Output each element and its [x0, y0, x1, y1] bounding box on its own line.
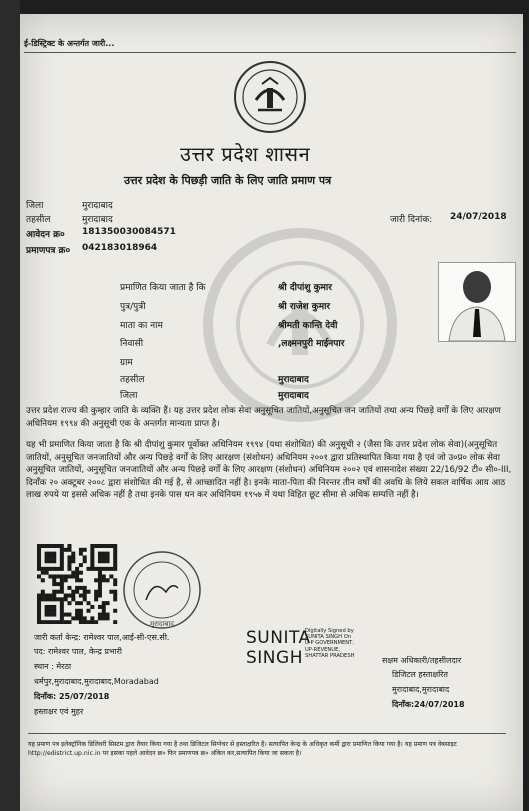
- qr-module: [52, 552, 56, 556]
- certify-label: प्रमाणित किया जाता है कि: [120, 283, 206, 293]
- qr-module: [102, 567, 106, 571]
- document-subtitle: उत्तर प्रदेश के पिछड़ी जाति के लिए जाति प्रमाण पत्र: [124, 174, 332, 187]
- qr-module: [48, 605, 52, 609]
- issuer-address: धर्मपुर,मुरादाबाद,मुरादाबाद,Moradabad: [34, 677, 159, 686]
- qr-module: [71, 552, 75, 556]
- qr-module: [48, 609, 52, 613]
- sig-detail: SHATTAR PRADESH: [305, 652, 355, 659]
- qr-module: [56, 574, 60, 578]
- qr-module: [79, 578, 83, 582]
- qr-module: [41, 571, 45, 575]
- qr-module: [90, 555, 94, 559]
- qr-module: [48, 597, 52, 601]
- father-name: श्री राजेश कुमार: [278, 302, 331, 312]
- qr-module: [102, 555, 106, 559]
- person-tehsil-label: तहसील: [120, 375, 145, 385]
- qr-module: [60, 555, 64, 559]
- qr-module: [52, 620, 56, 624]
- authority-date: दिनाँक:24/07/2018: [392, 700, 465, 709]
- qr-module: [113, 548, 117, 552]
- qr-module: [67, 548, 71, 552]
- qr-module: [60, 590, 64, 594]
- qr-module: [94, 578, 98, 582]
- qr-module: [106, 559, 110, 563]
- district-label: जिला: [26, 201, 44, 211]
- qr-module: [75, 601, 79, 605]
- qr-module: [52, 613, 56, 617]
- qr-module: [106, 601, 110, 605]
- signature-details: [305, 628, 355, 659]
- qr-module: [83, 616, 87, 620]
- qr-code: [34, 544, 120, 624]
- qr-module: [94, 567, 98, 571]
- qr-module: [109, 574, 113, 578]
- qr-module: [87, 620, 91, 624]
- qr-module: [56, 544, 60, 548]
- qr-module: [102, 605, 106, 609]
- qr-module: [98, 613, 102, 617]
- qr-module: [67, 567, 71, 571]
- qr-module: [41, 590, 45, 594]
- qr-module: [67, 594, 71, 598]
- qr-module: [64, 578, 68, 582]
- qr-module: [37, 594, 41, 598]
- qr-module: [52, 567, 56, 571]
- qr-module: [75, 609, 79, 613]
- qr-module: [75, 586, 79, 590]
- qr-module: [37, 605, 41, 609]
- qr-module: [67, 613, 71, 617]
- authority-title: सक्षम अधिकारी/तहसीलदार: [382, 656, 462, 665]
- signer-last-name: SINGH: [246, 648, 303, 668]
- qr-module: [45, 567, 49, 571]
- qr-module: [67, 574, 71, 578]
- qr-module: [37, 548, 41, 552]
- qr-module: [87, 567, 91, 571]
- qr-module: [71, 594, 75, 598]
- qr-module: [60, 620, 64, 624]
- qr-module: [106, 555, 110, 559]
- qr-module: [75, 616, 79, 620]
- qr-module: [102, 544, 106, 548]
- qr-module: [60, 586, 64, 590]
- qr-module: [102, 616, 106, 620]
- qr-module: [79, 609, 83, 613]
- qr-module: [102, 552, 106, 556]
- qr-module: [106, 578, 110, 582]
- qr-module: [37, 613, 41, 617]
- applicant-photo: [438, 262, 516, 342]
- qr-module: [71, 616, 75, 620]
- qr-module: [94, 594, 98, 598]
- qr-module: [45, 555, 49, 559]
- qr-module: [52, 594, 56, 598]
- authority-place: मुरादाबाद,मुरादाबाद: [392, 685, 450, 694]
- qr-module: [102, 559, 106, 563]
- person-district-label: जिला: [120, 391, 138, 401]
- digital-signature: [246, 628, 311, 668]
- qr-module: [37, 552, 41, 556]
- qr-module: [60, 605, 64, 609]
- qr-module: [37, 609, 41, 613]
- mother-label: माता का नाम: [120, 321, 163, 331]
- resident-value: ,लक्ष्मनपुरी माईनपार: [278, 339, 345, 349]
- qr-module: [87, 590, 91, 594]
- issuer-signature-label: हस्ताक्षर एवं मुहर: [34, 707, 84, 716]
- person-name: श्री दीपांशु कुमार: [278, 283, 332, 293]
- qr-module: [67, 559, 71, 563]
- qr-module: [48, 613, 52, 617]
- qr-module: [98, 552, 102, 556]
- qr-module: [67, 555, 71, 559]
- qr-module: [60, 548, 64, 552]
- qr-module: [67, 586, 71, 590]
- qr-module: [113, 594, 117, 598]
- qr-module: [90, 616, 94, 620]
- qr-module: [45, 620, 49, 624]
- qr-module: [113, 544, 117, 548]
- qr-module: [113, 578, 117, 582]
- qr-module: [98, 586, 102, 590]
- qr-module: [52, 544, 56, 548]
- application-value: 181350030084571: [82, 227, 176, 237]
- issue-date-label: जारी दिनांक:: [390, 215, 433, 225]
- issue-date-value: 24/07/2018: [450, 212, 507, 222]
- qr-module: [56, 620, 60, 624]
- qr-module: [64, 574, 68, 578]
- village-label: ग्राम: [120, 358, 133, 368]
- qr-module: [98, 559, 102, 563]
- qr-module: [71, 555, 75, 559]
- qr-module: [37, 601, 41, 605]
- qr-module: [94, 597, 98, 601]
- qr-module: [75, 567, 79, 571]
- qr-module: [60, 563, 64, 567]
- qr-module: [113, 563, 117, 567]
- qr-module: [98, 605, 102, 609]
- relation-label: पुत्र/पुत्री: [120, 302, 146, 312]
- qr-module: [113, 582, 117, 586]
- qr-module: [102, 574, 106, 578]
- qr-module: [98, 582, 102, 586]
- qr-module: [102, 578, 106, 582]
- qr-module: [45, 609, 49, 613]
- issuer-date: दिनाँक: 25/07/2018: [34, 692, 110, 701]
- qr-module: [113, 597, 117, 601]
- qr-module: [45, 544, 49, 548]
- qr-module: [98, 555, 102, 559]
- qr-module: [52, 555, 56, 559]
- qr-module: [90, 620, 94, 624]
- qr-module: [79, 616, 83, 620]
- qr-module: [60, 559, 64, 563]
- qr-module: [79, 601, 83, 605]
- certificate-label: प्रमाणपत्र क्र०: [26, 246, 71, 256]
- qr-module: [60, 609, 64, 613]
- qr-module: [67, 620, 71, 624]
- qr-module: [83, 590, 87, 594]
- qr-module: [60, 574, 64, 578]
- qr-module: [45, 552, 49, 556]
- qr-module: [60, 567, 64, 571]
- qr-module: [45, 571, 49, 575]
- signer-first-name: SUNITA: [246, 628, 311, 648]
- qr-module: [106, 613, 110, 617]
- qr-module: [37, 616, 41, 620]
- qr-module: [48, 574, 52, 578]
- qr-module: [52, 559, 56, 563]
- qr-module: [98, 578, 102, 582]
- stamp-text: मुरादाबाद: [150, 620, 174, 628]
- person-silhouette-icon: [439, 263, 515, 341]
- qr-module: [102, 609, 106, 613]
- document-title: उत्तर प्रदेश शासन: [180, 142, 311, 166]
- qr-module: [98, 544, 102, 548]
- footer-note: यह प्रमाण पत्र इलेक्ट्रॉनिक डिलिवरी सिस्टम द्वारा तैयार किया गया है तथा डिजिटल सिग्नेचर से हस्ताक्षरित है। सत्यापित केन्द्र के अधिकृत कर्मी द्वारा प्रमाणित किया गया है। यह प्रमाण पत्र वेबसाइट http://edistrict.up.nic.in पर इसका पहले आवेदन क्र० फिर प्रमाणपत्र क्र० अंकित कर,सत्यापित किया जा सकता है।: [28, 741, 457, 757]
- qr-module: [45, 594, 49, 598]
- official-stamp: [118, 548, 206, 632]
- qr-module: [75, 574, 79, 578]
- qr-module: [87, 601, 91, 605]
- qr-module: [37, 574, 41, 578]
- qr-module: [56, 597, 60, 601]
- qr-module: [98, 574, 102, 578]
- sig-detail: SUNITA SINGH On: [305, 634, 352, 641]
- caste-paragraph: उत्तर प्रदेश राज्य की कुम्हार जाति के व्यक्ति हैं। यह उत्तर प्रदेश लोक सेवा अनुसूचित जातियों,अनुसूचित जन जातियों तथा अन्य पिछड़े वर्गों के लिए आरक्षण अधिनियम १९९४ की अनुसूची एक के अन्तर्गत मान्यता प्राप्त है।: [26, 406, 501, 429]
- qr-module: [52, 578, 56, 582]
- qr-module: [37, 620, 41, 624]
- qr-module: [41, 597, 45, 601]
- issuer-place: स्थान : मेरठा: [34, 662, 72, 671]
- qr-module: [37, 563, 41, 567]
- qr-module: [60, 601, 64, 605]
- qr-module: [60, 613, 64, 617]
- sig-detail: Digitally Signed by: [305, 628, 354, 634]
- qr-module: [83, 597, 87, 601]
- qr-module: [64, 620, 68, 624]
- qr-module: [90, 567, 94, 571]
- qr-module: [79, 586, 83, 590]
- qr-module: [67, 544, 71, 548]
- application-label: आवेदन क्र०: [26, 230, 65, 240]
- qr-module: [71, 574, 75, 578]
- qr-module: [98, 571, 102, 575]
- qr-module: [37, 559, 41, 563]
- qr-module: [90, 563, 94, 567]
- qr-module: [60, 578, 64, 582]
- qr-module: [75, 613, 79, 617]
- qr-module: [64, 548, 68, 552]
- qr-module: [98, 590, 102, 594]
- qr-module: [83, 594, 87, 598]
- qr-module: [109, 567, 113, 571]
- resident-label: निवासी: [120, 339, 144, 349]
- certification-paragraph: यह भी प्रमाणित किया जाता है कि श्री दीपांशु कुमार पूर्वोक्त अधिनियम १९९४ (यथा संशोधित) की अनुसूची २ (जैसा कि उत्तर प्रदेश लोक सेवा)(अनुसूचित जातियों, अनुसूचित जनजातियों और अन्य पिछड़े वर्गों के लिए आरक्षण (संशोधन) अधिनियम २००१ द्वारा प्रतिस्थापित किया गया है एवं जो उ०प्र० लोक सेवा अनुसूचित जातियों, अनुसूचित जनजातियों और अन्य पिछड़े वर्गों के लिए आरक्षण (संशोधन) अधिनियम २००२ एवं शासनादेश संख्या 22/16/92 टी० सी०-III, दिनाँक २० अक्टूबर २००८ द्वारा संशोधित की गई है, से आच्छादित नहीं है। इनके माता-पिता की निरन्तर तीन वर्षों की अवधि के लिये सकल वार्षिक आय आठ लाख रुपये या इससे अधिक नहीं है तथा इनके पास धन कर अधिनियम १९५७ में यथा विहित छूट सीमा से अधिक सम्पत्ति नहीं है।: [26, 440, 512, 501]
- footer-divider: [28, 733, 506, 734]
- issuer-post: पद: रामेश्वर पाल, केन्द्र प्रभारी: [34, 647, 122, 656]
- qr-module: [71, 571, 75, 575]
- qr-module: [113, 609, 117, 613]
- qr-module: [109, 544, 113, 548]
- qr-module: [41, 544, 45, 548]
- qr-module: [45, 559, 49, 563]
- qr-module: [79, 594, 83, 598]
- edistrict-note: ई-डिस्ट्रिक्ट के अन्तर्गत जारी...: [24, 39, 115, 48]
- qr-module: [79, 563, 83, 567]
- qr-module: [52, 609, 56, 613]
- qr-module: [60, 597, 64, 601]
- qr-module: [102, 613, 106, 617]
- qr-module: [48, 544, 52, 548]
- qr-module: [67, 601, 71, 605]
- certificate-value: 042183018964: [82, 243, 158, 253]
- qr-module: [83, 586, 87, 590]
- qr-module: [60, 616, 64, 620]
- qr-module: [48, 620, 52, 624]
- qr-module: [48, 555, 52, 559]
- qr-module: [71, 559, 75, 563]
- qr-module: [64, 613, 68, 617]
- qr-module: [94, 544, 98, 548]
- district-value: मुरादाबाद: [82, 201, 113, 211]
- sig-detail: U P GOVERNMENT,: [305, 640, 354, 647]
- qr-module: [113, 555, 117, 559]
- qr-module: [52, 605, 56, 609]
- qr-module: [94, 590, 98, 594]
- qr-module: [90, 548, 94, 552]
- up-government-emblem: [232, 60, 308, 134]
- qr-module: [102, 601, 106, 605]
- qr-module: [41, 594, 45, 598]
- qr-module: [83, 620, 87, 624]
- qr-module: [56, 582, 60, 586]
- qr-module: [83, 548, 87, 552]
- qr-module: [98, 594, 102, 598]
- qr-module: [106, 616, 110, 620]
- qr-module: [109, 590, 113, 594]
- qr-module: [52, 590, 56, 594]
- qr-module: [48, 552, 52, 556]
- qr-module: [45, 605, 49, 609]
- qr-module: [48, 567, 52, 571]
- qr-module: [79, 571, 83, 575]
- qr-module: [41, 620, 45, 624]
- top-divider: [24, 52, 516, 53]
- qr-module: [79, 548, 83, 552]
- qr-module: [75, 571, 79, 575]
- qr-module: [113, 620, 117, 624]
- qr-module: [90, 552, 94, 556]
- qr-module: [106, 544, 110, 548]
- qr-module: [52, 597, 56, 601]
- qr-module: [106, 552, 110, 556]
- tehsil-label: तहसील: [26, 215, 51, 225]
- qr-module: [113, 552, 117, 556]
- qr-module: [79, 552, 83, 556]
- qr-module: [48, 559, 52, 563]
- issued-by: जारी कर्ता केन्द्र: रामेश्वर पाल,आई-सी-एस.सी.: [34, 633, 170, 642]
- qr-module: [48, 594, 52, 598]
- qr-module: [98, 567, 102, 571]
- qr-module: [64, 597, 68, 601]
- qr-module: [79, 613, 83, 617]
- qr-module: [37, 555, 41, 559]
- qr-module: [71, 597, 75, 601]
- person-tehsil-value: मुरादाबाद: [278, 375, 309, 385]
- qr-module: [45, 597, 49, 601]
- qr-module: [75, 590, 79, 594]
- qr-module: [37, 567, 41, 571]
- qr-module: [90, 559, 94, 563]
- qr-module: [79, 620, 83, 624]
- qr-module: [83, 559, 87, 563]
- qr-module: [37, 544, 41, 548]
- qr-module: [60, 582, 64, 586]
- qr-module: [87, 609, 91, 613]
- qr-module: [113, 590, 117, 594]
- qr-module: [71, 590, 75, 594]
- qr-module: [37, 597, 41, 601]
- qr-module: [106, 567, 110, 571]
- qr-module: [90, 544, 94, 548]
- qr-module: [83, 555, 87, 559]
- qr-module: [56, 567, 60, 571]
- sig-detail: UP-REVENUE,: [305, 646, 340, 653]
- mother-name: श्रीमती कान्ति देवी: [278, 321, 338, 331]
- qr-module: [60, 552, 64, 556]
- qr-module: [113, 567, 117, 571]
- qr-module: [45, 613, 49, 617]
- qr-module: [64, 594, 68, 598]
- qr-module: [98, 616, 102, 620]
- qr-module: [56, 590, 60, 594]
- qr-module: [52, 582, 56, 586]
- qr-module: [75, 578, 79, 582]
- authority-signed: डिजिटल हस्ताक्षरित: [392, 670, 448, 679]
- person-district-value: मुरादाबाद: [278, 391, 309, 401]
- tehsil-value: मुरादाबाद: [82, 215, 113, 225]
- qr-module: [90, 605, 94, 609]
- qr-module: [94, 620, 98, 624]
- background-edge: [0, 0, 20, 811]
- qr-module: [67, 563, 71, 567]
- qr-module: [113, 559, 117, 563]
- qr-module: [52, 574, 56, 578]
- qr-module: [41, 567, 45, 571]
- qr-module: [41, 578, 45, 582]
- qr-module: [60, 544, 64, 548]
